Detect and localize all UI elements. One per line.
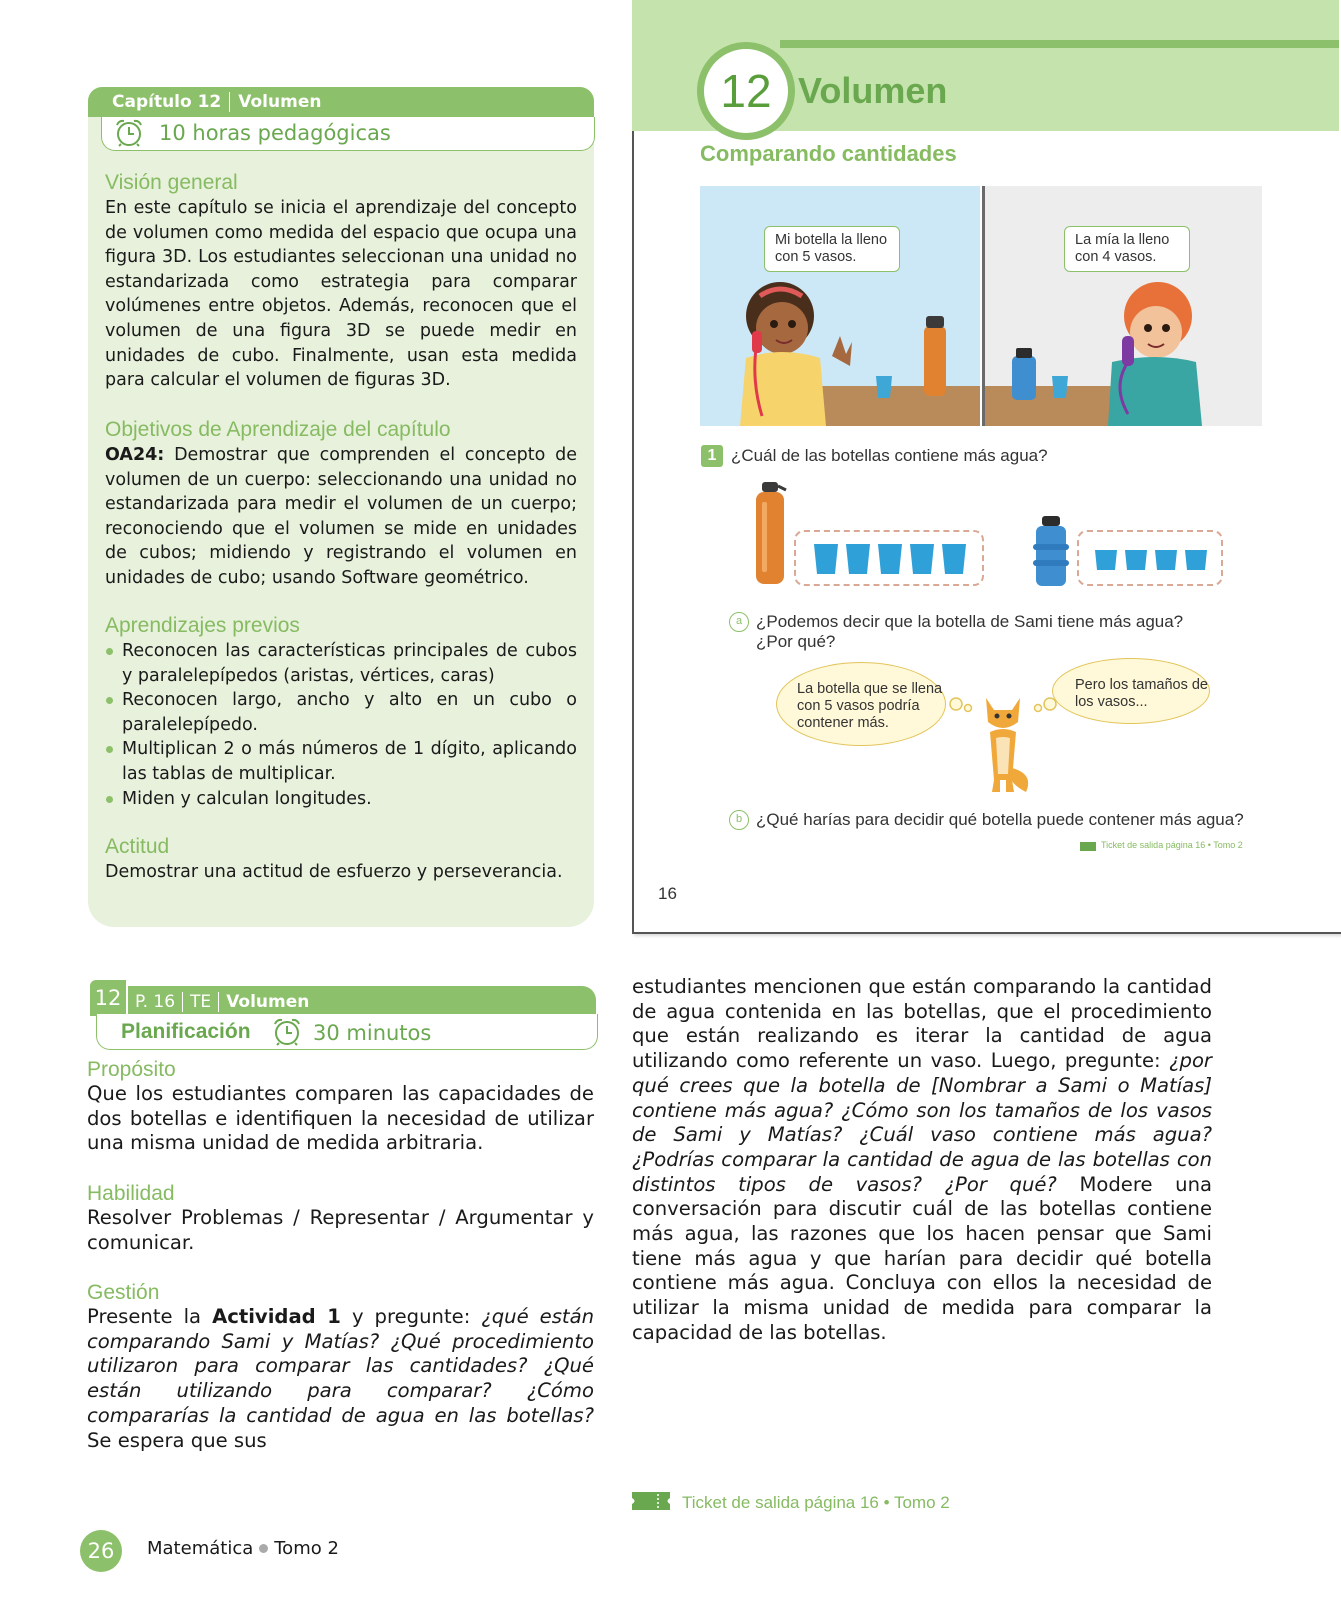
list-item: Miden y calculan longitudes. <box>105 787 577 812</box>
scene-right-panel <box>982 186 1262 426</box>
page-number: 26 <box>80 1530 122 1572</box>
list-item: Reconocen las características principales de cubos y paralelepípedos (aristas, vértices, caras) <box>105 639 577 688</box>
thought-bubble-left: La botella que se llena con 5 vasos podría contener más. <box>776 662 946 746</box>
planning-chapter-number: 12 <box>88 978 128 1018</box>
girl-with-phone-illustration <box>700 186 980 426</box>
subquestion-a-text: ¿Podemos decir que la botella de Sami tiene más agua? ¿Por qué? <box>756 612 1184 651</box>
management-text-column-1: Presente la Actividad 1 y pregunte: ¿qué están comparando Sami y Matías? ¿Qué procedimiento utilizaron para comparar las cantidades? ¿Qué están utilizando para comparar? ¿Cómo compararías la cantidad de agua en las botellas? Se espera que sus <box>87 1305 595 1452</box>
planning-title: Planificación <box>121 1020 251 1043</box>
question-number: 1 <box>701 445 723 467</box>
fox-character-illustration <box>950 688 1060 804</box>
boy-with-phone-illustration <box>982 186 1262 426</box>
small-ticket-icon <box>1080 842 1096 851</box>
list-item: Multiplican 2 o más números de 1 dígito, aplicando las tablas de multiplicar. <box>105 737 577 786</box>
prior-learning-title: Aprendizajes previos <box>105 614 300 637</box>
small-ticket-text: Ticket de salida página 16 • Tomo 2 <box>1101 840 1243 850</box>
alarm-clock-icon <box>270 1018 304 1050</box>
purpose-text: Que los estudiantes comparen las capacidades de dos botellas e identifiquen la necesidad de utilizar una misma unidad de medida arbitraria. <box>87 1082 594 1155</box>
chapter-number-badge: 12 <box>697 42 795 140</box>
management-continuation: estudiantes mencionen que están comparando la cantidad de agua contenida en las botellas, que el procedimiento que están realizando es iterar la cantidad de agua utilizando como referente un vaso. Luego, pregunte: <box>632 975 1212 1073</box>
attitude-title: Actitud <box>105 835 170 858</box>
footer-subject <box>147 1538 339 1559</box>
book-title: Volumen <box>798 70 948 111</box>
te-label: TE <box>190 992 212 1012</box>
alarm-clock-icon <box>112 119 146 157</box>
overview-text: En este capítulo se inicia el aprendizaje del concepto de volumen como medida del espacio que ocupa una figura 3D. Los estudiantes seleccionan una unidad no estandarizada como estrategia para comparar volúmenes entre objetos. Además, reconocen que el volumen de una figura 3D se puede medir en unidades de cubo. Finalmente, usan esta medida para calcular el volumen de figuras 3D. <box>105 198 577 391</box>
subquestion-a-badge: a <box>729 612 749 632</box>
footer-separator-dot <box>259 1544 268 1553</box>
question-1-text: ¿Cuál de las botellas contiene más agua? <box>731 446 1048 465</box>
attitude-text: Demostrar una actitud de esfuerzo y perseverancia. <box>105 862 563 882</box>
objectives-text <box>105 443 577 591</box>
chapter-header <box>88 87 594 117</box>
planning-header <box>119 986 596 1014</box>
book-page-number: 16 <box>658 884 677 903</box>
five-cups-box <box>794 530 984 586</box>
activity-label: Actividad 1 <box>212 1305 341 1328</box>
prior-learning-list <box>105 639 577 811</box>
planning-topic: Volumen <box>226 992 310 1012</box>
ticket-icon <box>632 1492 670 1514</box>
book-header-line <box>780 40 1339 48</box>
management-title: Gestión <box>87 1281 160 1304</box>
hours-text: 10 horas pedagógicas <box>159 121 391 145</box>
speech-bubble-right: La mía la lleno con 4 vasos. <box>1064 226 1190 272</box>
thought-bubble-right: Pero los tamaños de los vasos... <box>1052 658 1210 724</box>
orange-bottle-illustration <box>754 482 790 590</box>
skill-title: Habilidad <box>87 1182 175 1205</box>
volume-name: Tomo 2 <box>274 1538 339 1559</box>
planning-duration: 30 minutos <box>313 1021 432 1045</box>
hours-box <box>101 117 595 151</box>
chapter-label: Capítulo 12 <box>112 92 222 112</box>
subquestion-b-badge: b <box>729 810 749 830</box>
subject-name: Matemática <box>147 1538 254 1559</box>
management-text-column-2: estudiantes mencionen que están comparando la cantidad de agua contenida en las botellas, que el procedimiento que están realizando es iterar la cantidad de agua utilizando como referente un vaso. Luego, pregunte: ¿por qué crees que la botella de [Nombrar a Sami o Matías] contiene más agua? ¿Cómo son los tamaños de los vasos de Sami y Matías? ¿Cuál vaso contiene más agua? ¿Podrías comparar la cantidad de agua de las botellas con distintos tipos de vasos? ¿Por qué? Modere una conversación para discutir cuál de las botellas contiene más agua, las razones que los hacen pensar que Sami tiene más agua y que harían para decidir qué botella contiene más agua. Concluya con ellos la necesidad de utilizar la misma unidad de medida para comparar la capacidad de las botellas. <box>632 975 1212 1344</box>
book-subtitle: Comparando cantidades <box>700 141 957 166</box>
chapter-topic: Volumen <box>238 92 322 112</box>
subquestion-b-text: ¿Qué harías para decidir qué botella puede contener más agua? <box>756 810 1244 829</box>
list-item: Reconocen largo, ancho y alto en un cubo o paralelepípedo. <box>105 688 577 737</box>
overview-title: Visión general <box>105 171 238 194</box>
objectives-title: Objetivos de Aprendizaje del capítulo <box>105 418 451 441</box>
four-cups-box <box>1077 530 1223 586</box>
page-reference: P. 16 <box>135 992 176 1012</box>
objective-description: Demostrar que comprenden el concepto de volumen de un cuerpo: seleccionando una unidad no estandarizada para medir el volumen de un cuerpo; reconociendo que el volumen se mide en unidades de cubos; midiendo y registrando el volumen en unidades de cubo; usando Software geométrico. <box>105 445 577 588</box>
scene-left-panel <box>700 186 980 426</box>
exit-ticket-reference: Ticket de salida página 16 • Tomo 2 <box>682 1493 950 1512</box>
objective-code: OA24: <box>105 445 165 465</box>
skill-text: Resolver Problemas / Representar / Argumentar y comunicar. <box>87 1206 594 1254</box>
speech-bubble-left: Mi botella la lleno con 5 vasos. <box>764 226 900 272</box>
blue-bottle-illustration <box>1033 516 1069 592</box>
purpose-title: Propósito <box>87 1058 176 1081</box>
